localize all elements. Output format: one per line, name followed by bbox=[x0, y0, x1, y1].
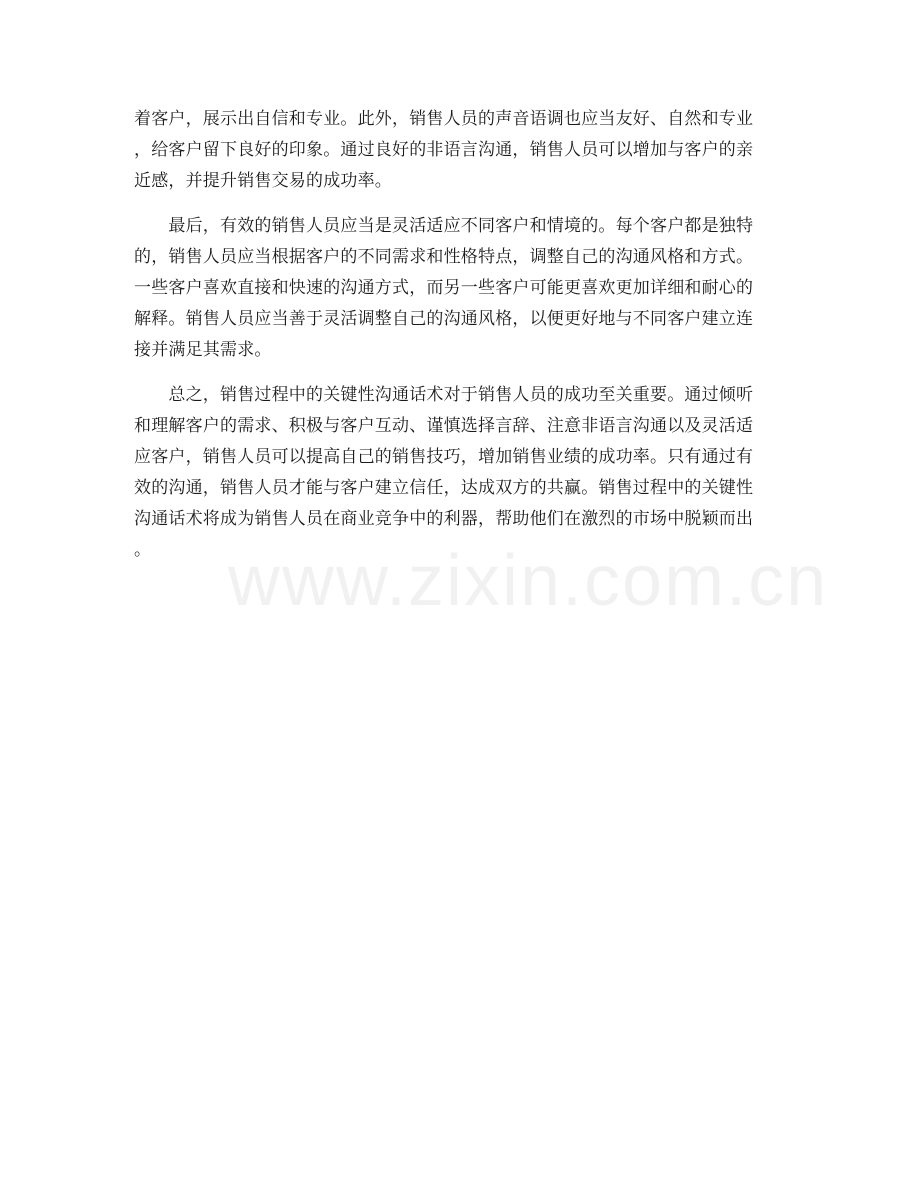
document-body bbox=[134, 104, 786, 566]
text-line: 沟通话术将成为销售人员在商业竞争中的利器，帮助他们在激烈的市场中脱颖而出 bbox=[134, 509, 754, 529]
text-line: 一些客户喜欢直接和快速的沟通方式，而另一些客户可能更喜欢更加详细和耐心的 bbox=[134, 278, 754, 298]
text-line: 总之，销售过程中的关键性沟通话术对于销售人员的成功至关重要。通过倾听 bbox=[134, 385, 754, 405]
paragraph-nonverbal-ending bbox=[134, 104, 786, 197]
text-line: 和理解客户的需求、积极与客户互动、谨慎选择言辞、注意非语言沟通以及灵活适 bbox=[134, 416, 754, 436]
paragraph-conclusion bbox=[134, 380, 786, 566]
text-line: 接并满足其需求。 bbox=[134, 340, 272, 360]
text-line: 最后，有效的销售人员应当是灵活适应不同客户和情境的。每个客户都是独特 bbox=[134, 216, 754, 236]
paragraph-flexibility bbox=[134, 211, 786, 366]
text-line: 的，销售人员应当根据客户的不同需求和性格特点，调整自己的沟通风格和方式。 bbox=[134, 247, 754, 267]
text-line: 应客户，销售人员可以提高自己的销售技巧，增加销售业绩的成功率。只有通过有 bbox=[134, 447, 754, 467]
text-line: 着客户，展示出自信和专业。此外，销售人员的声音语调也应当友好、自然和专业 bbox=[134, 109, 754, 129]
text-line: 。 bbox=[134, 540, 152, 560]
text-line: 近感，并提升销售交易的成功率。 bbox=[134, 171, 392, 191]
text-line: ，给客户留下良好的印象。通过良好的非语言沟通，销售人员可以增加与客户的亲 bbox=[134, 140, 754, 160]
watermark-text: www.zixin.com.cn bbox=[228, 541, 829, 621]
text-line: 解释。销售人员应当善于灵活调整自己的沟通风格，以便更好地与不同客户建立连 bbox=[134, 309, 754, 329]
text-line: 效的沟通，销售人员才能与客户建立信任，达成双方的共赢。销售过程中的关键性 bbox=[134, 478, 754, 498]
